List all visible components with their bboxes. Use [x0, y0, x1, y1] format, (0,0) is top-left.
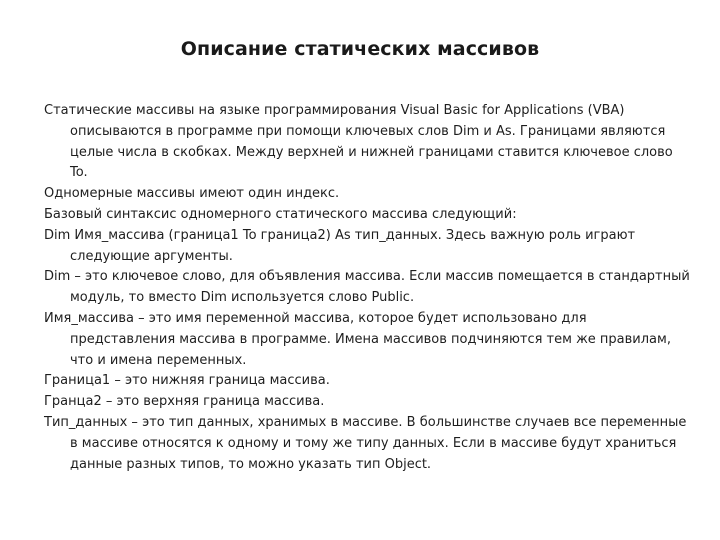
paragraph-dim-syntax: Dim Имя_массива (граница1 To граница2) As тип_данных. Здесь важную роль играют следующие аргументы.: [44, 227, 636, 264]
paragraph-vba-static-arrays: Статические массивы на языке программирования Visual Basic for Applications (VBA) описываются в программе при помощи ключевых слов Dim и As. Границами являются целые числа в скобках. Между верхней и нижней границами ставится ключевое слово To.: [44, 103, 673, 181]
paragraph-lower-bound: Граница1 – это нижняя граница массива.: [44, 373, 330, 389]
paragraph-upper-bound: Гранца2 – это верхняя граница массива.: [44, 394, 325, 410]
paragraph-dim-keyword: Dim – это ключевое слово, для объявления массива. Если массив помещается в стандартный модуль, то вместо Dim используется слово Public.: [44, 269, 690, 306]
paragraph-one-dimensional: Одномерные массивы имеют один индекс.: [44, 186, 340, 202]
paragraph-data-type: Тип_данных – это тип данных, хранимых в массиве. В большинстве случаев все переменные в массиве относятся к одному и тому же типу данных. Если в массиве будут храниться данные разных типов, то можно указать тип Object.: [44, 414, 687, 472]
paragraph-array-name: Имя_массива – это имя переменной массива, которое будет использовано для представления массива в программе. Имена массивов подчиняются тем же правилам, что и имена переменных.: [44, 310, 671, 368]
slide-title: Описание статических массивов: [180, 38, 540, 60]
slide-body: [44, 101, 690, 475]
paragraph-basic-syntax: Базовый синтаксис одномерного статического массива следующий:: [44, 206, 517, 222]
